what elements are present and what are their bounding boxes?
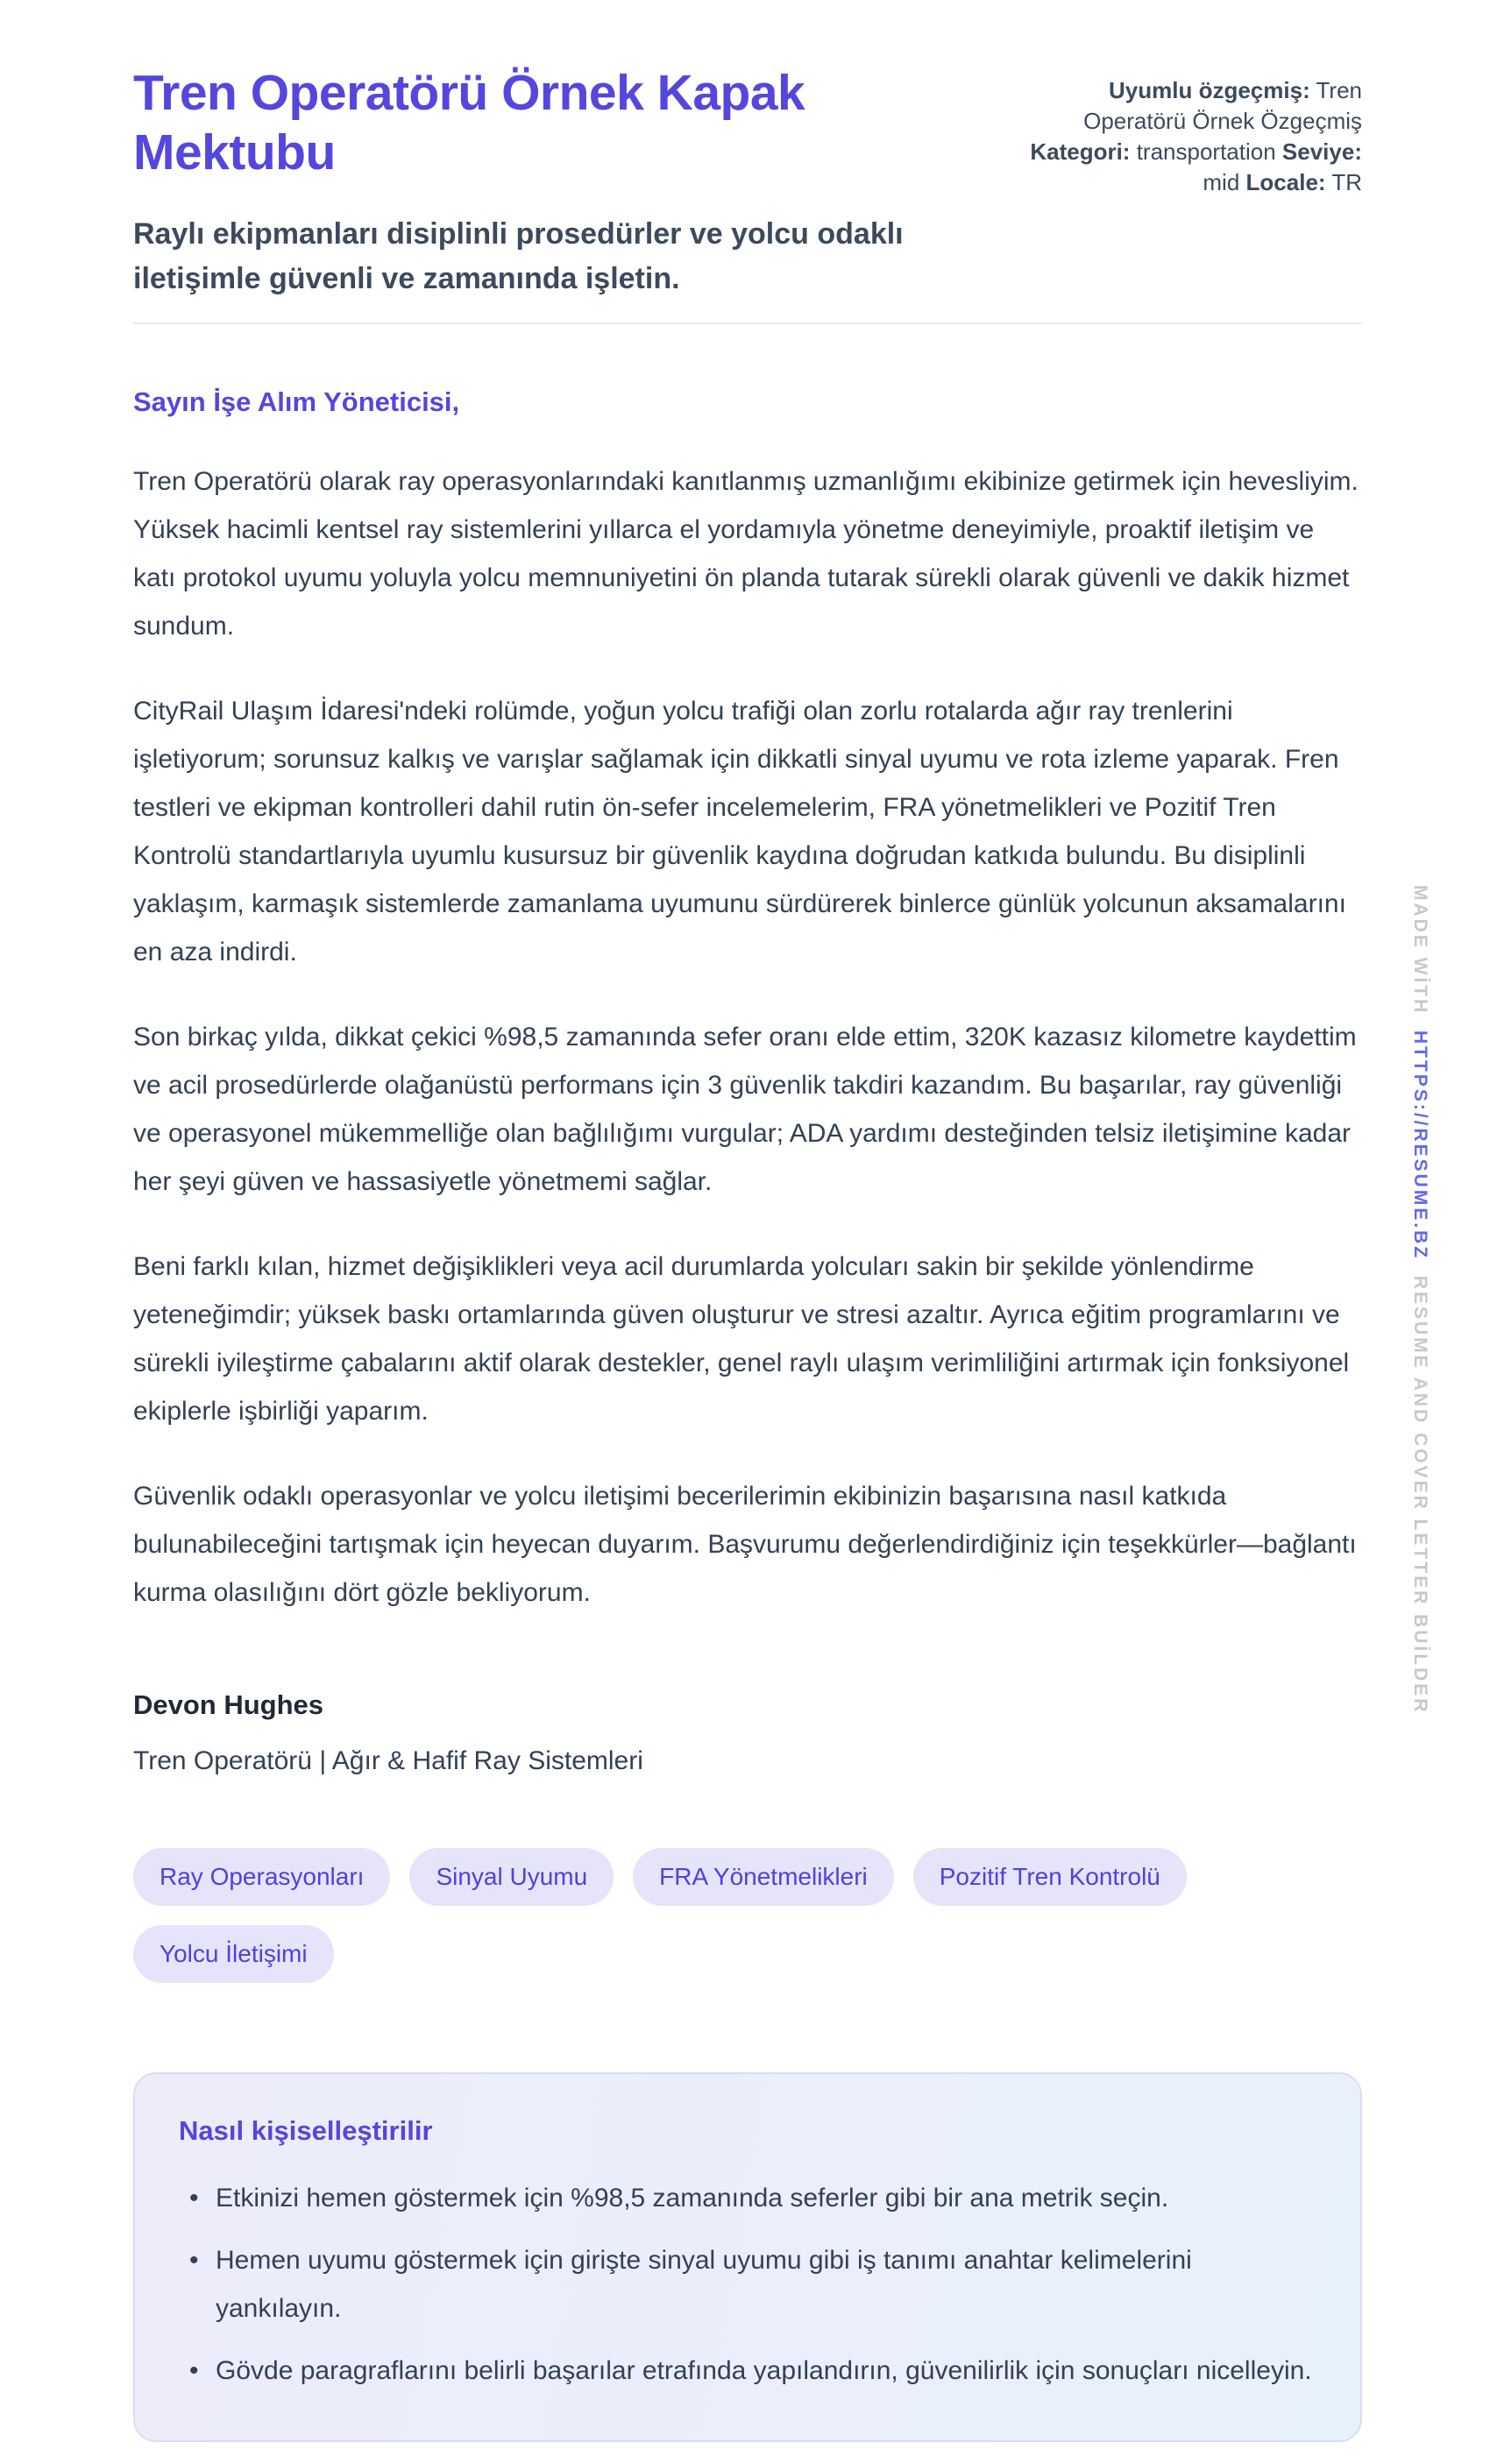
meta-item <box>1030 138 1275 165</box>
watermark-suffix: RESUME AND COVER LETTER BUİLDER <box>1410 1275 1430 1715</box>
tip-item: • Gövde paragraflarını belirli başarılar etrafında yapılandırın, güvenilirlik için sonuçları nicelleyin. <box>179 2347 1316 2395</box>
tips-heading: Nasıl kişiselleştirilir <box>179 2115 433 2146</box>
meta-label: Uyumlu özgeçmiş: <box>1109 77 1310 103</box>
letter-paragraph: Son birkaç yılda, dikkat çekici %98,5 zamanında sefer oranı elde ettim, 320K kazasız kilometre kaydettim ve acil prosedürlerde olağanüstü performans için 3 güvenlik takdiri kazandım. Bu başarılar, ray güvenliği ve operasyonel mükemmelliğe olan bağlılığımı vurgular; ADA yardımı desteğinden telsiz iletişimine kadar her şeyi güven ve hassasiyetle yönetmemi sağlar. <box>133 1023 1357 1196</box>
skill-tag[interactable]: Yolcu İletişimi <box>133 1925 334 1983</box>
watermark-link[interactable]: HTTPS://RESUME.BZ <box>1410 1030 1430 1261</box>
meta-label: Kategori: <box>1030 138 1131 165</box>
skill-tag[interactable]: FRA Yönetmelikleri <box>633 1848 894 1906</box>
meta-item <box>1246 169 1362 195</box>
meta-label: Seviye: <box>1281 138 1362 165</box>
main-content <box>133 0 1362 2442</box>
letter-paragraph: Beni farklı kılan, hizmet değişiklikleri veya acil durumlarda yolcuları sakin bir şekilde yönlendirme yeteneğimdir; yüksek baskı ortamlarında güven oluşturur ve stresi azaltır. Ayrıca eğitim programlarını ve sürekli iyileştirme çabalarını aktif olarak destekler, genel raylı ulaşım verimliliğini artırmak için fonksiyonel ekiplerle işbirliği yaparım. <box>133 1252 1350 1426</box>
letter-paragraph: CityRail Ulaşım İdaresi'ndeki rolümde, yoğun yolcu trafiği olan zorlu rotalarda ağır ray trenlerini işletiyorum; sorunsuz kalkış ve varışlar sağlamak için dikkatli sinyal uyumu ve rota izleme yaparak. Fren testleri ve ekipman kontrolleri dahil rutin ön-sefer incelemelerim, FRA yönetmelikleri ve Pozitif Tren Kontrolü standartlarıyla uyumlu kusursuz bir güvenlik kaydına doğrudan katkıda bulundu. Bu disiplinli yaklaşım, karmaşık sistemlerde zamanlama uyumunu sürdürerek binlerce günlük yolcunun aksamalarını en aza indirdi. <box>133 697 1346 966</box>
meta-item <box>1083 77 1362 134</box>
signature-name: Devon Hughes <box>133 1689 324 1720</box>
tips-list <box>179 2174 1316 2395</box>
page-header <box>133 0 1362 301</box>
meta-value: transportation <box>1136 138 1276 165</box>
watermark <box>1409 885 1430 1714</box>
skill-tags <box>133 1848 1362 1983</box>
meta-block <box>1003 75 1362 198</box>
title-block <box>133 63 1001 301</box>
page-subtitle: Raylı ekipmanları disiplinli prosedürler ve yolcu odaklı iletişimle güvenli ve zamanında işletin. <box>133 217 904 295</box>
skill-tag[interactable]: Ray Operasyonları <box>133 1848 390 1906</box>
tip-item: • Etkinizi hemen göstermek için %98,5 zamanında seferler gibi bir ana metrik seçin. <box>179 2174 1316 2222</box>
letter-paragraph: Güvenlik odaklı operasyonlar ve yolcu iletişimi becerilerimin ekibinizin başarısına nasıl katkıda bulunabileceğini tartışmak için heyecan duyarım. Başvurumu değerlendirdiğiniz için teşekkürler—bağlantı kurma olasılığını dört gözle bekliyorum. <box>133 1482 1357 1607</box>
meta-value: Tren Operatörü Örnek Özgeçmiş <box>1083 77 1362 134</box>
signature-role: Tren Operatörü | Ağır & Hafif Ray Sistemleri <box>133 1746 643 1775</box>
personalization-tips-card <box>133 2072 1362 2442</box>
meta-value: TR <box>1331 169 1362 195</box>
letter-paragraphs <box>133 457 1362 1617</box>
skill-tag[interactable]: Pozitif Tren Kontrolü <box>913 1848 1187 1906</box>
page-title: Tren Operatörü Örnek Kapak Mektubu <box>133 65 805 181</box>
watermark-prefix: MADE WİTH <box>1410 885 1430 1016</box>
tip-item: • Hemen uyumu göstermek için girişte sinyal uyumu gibi iş tanımı anahtar kelimelerini yankılayın. <box>179 2236 1316 2333</box>
skill-tag[interactable]: Sinyal Uyumu <box>409 1848 614 1906</box>
meta-label: Locale: <box>1245 169 1326 195</box>
meta-value: mid <box>1203 169 1240 195</box>
letter-body <box>133 384 1362 1780</box>
salutation: Sayın İşe Alım Yöneticisi, <box>133 386 460 417</box>
letter-paragraph: Tren Operatörü olarak ray operasyonlarındaki kanıtlanmış uzmanlığımı ekibinize getirmek için hevesliyim. Yüksek hacimli kentsel ray sistemlerini yıllarca el yordamıyla yönetme deneyimiyle, proaktif iletişim ve katı protokol uyumu yoluyla yolcu memnuniyetini ön planda tutarak sürekli olarak güvenli ve dakik hizmet sundum. <box>133 467 1359 641</box>
header-divider <box>133 322 1362 324</box>
